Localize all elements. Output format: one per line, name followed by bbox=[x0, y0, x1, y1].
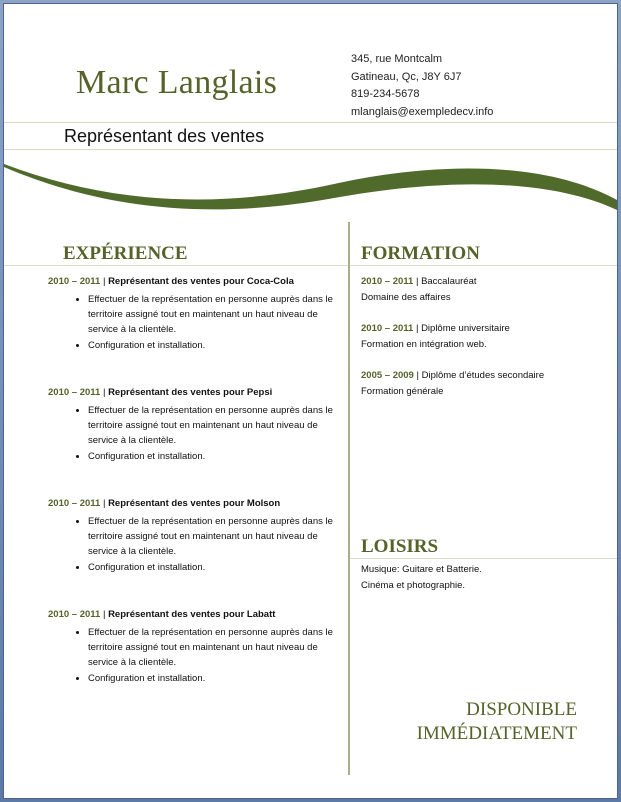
education-field: Domaine des affaires bbox=[361, 291, 451, 303]
job-years: 2010 – 2011 bbox=[48, 498, 101, 509]
education-item bbox=[361, 274, 477, 305]
education-degree: Diplôme universitaire bbox=[421, 323, 510, 334]
education-separator: | bbox=[413, 370, 422, 381]
candidate-name: Marc Langlais bbox=[76, 64, 278, 101]
contact-block bbox=[351, 51, 493, 121]
experience-item bbox=[48, 608, 343, 687]
experience-item bbox=[48, 497, 343, 576]
hobbies-line: Musique: Guitare et Batterie. bbox=[361, 564, 482, 575]
job-bullets bbox=[48, 625, 343, 686]
job-role-title: Représentant des ventes bbox=[64, 126, 265, 146]
job-bullet: • Effectuer de la représentation en personne auprès dans le territoire assigné tout en maintenant un haut niveau de service à la clientèle. bbox=[88, 292, 343, 337]
job-bullets bbox=[48, 514, 343, 575]
experience-item bbox=[48, 275, 343, 354]
job-bullet: • Configuration et installation. bbox=[88, 671, 343, 686]
job-title: Représentant des ventes pour Coca-Cola bbox=[108, 276, 294, 287]
contact-address: 345, rue Montcalm bbox=[351, 53, 443, 65]
job-title: Représentant des ventes pour Labatt bbox=[108, 609, 276, 620]
availability-line: DISPONIBLE bbox=[466, 699, 577, 720]
hobbies-line: Cinéma et photographie. bbox=[361, 579, 466, 591]
education-degree: Baccalauréat bbox=[421, 276, 477, 287]
job-title: Représentant des ventes pour Molson bbox=[108, 498, 281, 509]
job-years: 2010 – 2011 bbox=[48, 276, 101, 287]
experience-item bbox=[48, 386, 343, 465]
column-divider bbox=[348, 222, 350, 775]
contact-phone: 819-234-5678 bbox=[351, 88, 420, 100]
job-separator: | bbox=[100, 387, 109, 398]
header-rule-bottom bbox=[4, 149, 617, 150]
education-item bbox=[361, 368, 544, 399]
hobbies-heading: LOISIRS bbox=[361, 536, 439, 557]
job-years: 2010 – 2011 bbox=[48, 387, 101, 398]
hobbies-block bbox=[361, 562, 482, 593]
job-bullets bbox=[48, 292, 343, 353]
job-bullets bbox=[48, 403, 343, 464]
job-title: Représentant des ventes pour Pepsi bbox=[108, 387, 273, 398]
education-field: Formation en intégration web. bbox=[361, 338, 487, 350]
education-degree: Diplôme d’études secondaire bbox=[421, 370, 545, 381]
contact-email: mlanglais@exempledecv.info bbox=[351, 105, 494, 118]
job-years: 2010 – 2011 bbox=[48, 609, 101, 620]
education-years: 2005 – 2009 bbox=[361, 370, 414, 381]
job-bullet: • Effectuer de la représentation en personne auprès dans le territoire assigné tout en maintenant un haut niveau de service à la clientèle. bbox=[88, 514, 343, 559]
contact-city: Gatineau, Qc, J8Y 6J7 bbox=[351, 70, 462, 83]
education-separator: | bbox=[413, 276, 422, 287]
job-separator: | bbox=[100, 609, 109, 620]
job-bullet: • Configuration et installation. bbox=[88, 338, 343, 353]
availability-note bbox=[417, 698, 577, 746]
experience-rule bbox=[4, 265, 617, 266]
job-bullet: • Effectuer de la représentation en personne auprès dans le territoire assigné tout en maintenant un haut niveau de service à la clientèle. bbox=[88, 403, 343, 448]
education-years: 2010 – 2011 bbox=[361, 276, 414, 287]
education-field: Formation générale bbox=[361, 385, 444, 397]
job-bullet: • Configuration et installation. bbox=[88, 560, 343, 575]
education-years: 2010 – 2011 bbox=[361, 323, 414, 334]
education-heading: FORMATION bbox=[361, 243, 480, 264]
hobbies-rule bbox=[350, 558, 617, 559]
job-bullet: • Effectuer de la représentation en personne auprès dans le territoire assigné tout en maintenant un haut niveau de service à la clientèle. bbox=[88, 625, 343, 670]
job-separator: | bbox=[100, 498, 109, 509]
education-item bbox=[361, 321, 510, 352]
job-bullet: • Configuration et installation. bbox=[88, 449, 343, 464]
job-separator: | bbox=[100, 276, 109, 287]
experience-heading: EXPÉRIENCE bbox=[63, 243, 188, 264]
availability-line: IMMÉDIATEMENT bbox=[416, 723, 577, 744]
education-separator: | bbox=[413, 323, 422, 334]
document-page bbox=[3, 3, 618, 799]
header-rule-top bbox=[4, 122, 617, 123]
decorative-wave bbox=[4, 154, 617, 224]
